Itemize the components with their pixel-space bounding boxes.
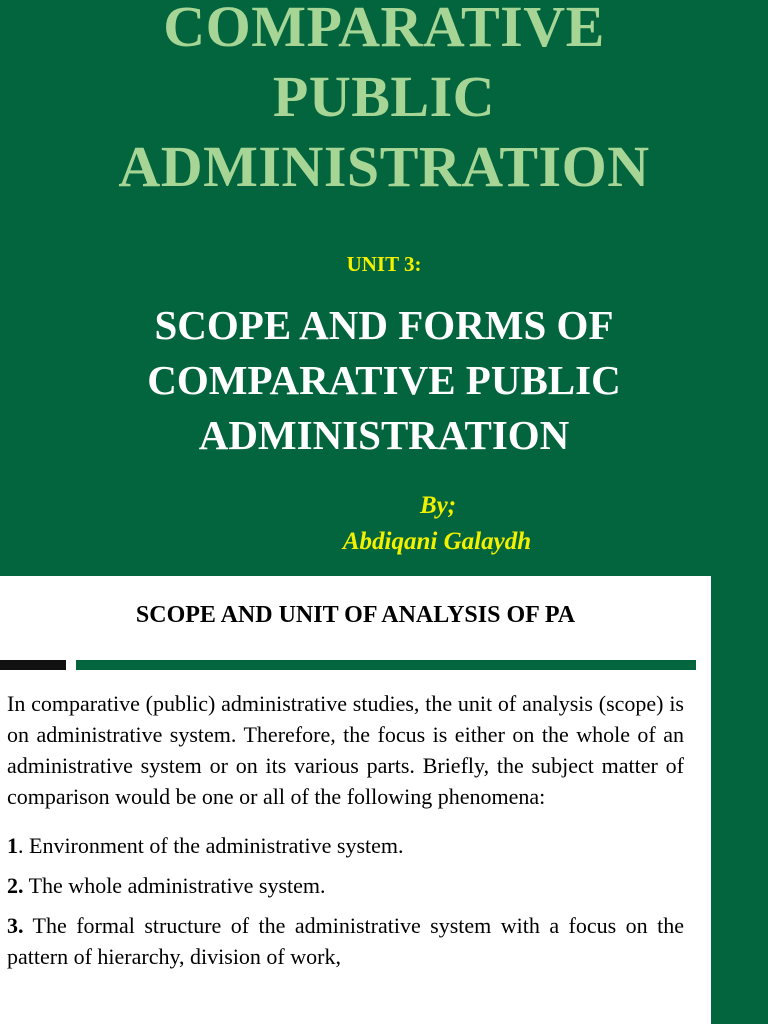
heading-rule-black [0, 660, 66, 670]
author-name: Abdiqani Galaydh [342, 528, 532, 555]
right-decorative-band [711, 576, 768, 1024]
main-title-line-2: PUBLIC [272, 64, 496, 129]
content-body [7, 688, 684, 981]
list-item-text: The formal structure of the administrative system with a focus on the pattern of hierarchy, division of work, [7, 913, 684, 969]
list-item-text: The whole administrative system. [23, 873, 326, 898]
main-title [0, 0, 768, 202]
list-item-text: . Environment of the administrative system. [18, 833, 404, 858]
list-item-number: 2. [7, 873, 24, 898]
list-item-number: 1 [7, 833, 18, 858]
list-item [7, 910, 684, 972]
main-title-line-1: COMPARATIVE [163, 0, 605, 59]
main-title-line-3: ADMINISTRATION [118, 134, 650, 199]
unit-label: UNIT 3: [346, 252, 422, 276]
subtitle-line-3: ADMINISTRATION [198, 412, 570, 458]
heading-rule-green [76, 660, 696, 670]
list-item [7, 870, 684, 901]
content-slide [0, 576, 768, 1024]
intro-paragraph: In comparative (public) administrative studies, the unit of analysis (scope) is on administrative system. Therefore, the focus is either on the whole of an administrative system or on its various parts. Briefly, the subject matter of comparison would be one or all of the following phenomena: [7, 691, 684, 809]
list-item [7, 830, 684, 861]
subtitle [0, 298, 768, 463]
content-slide-heading: SCOPE AND UNIT OF ANALYSIS OF PA [135, 602, 576, 628]
by-label: By; [419, 492, 457, 519]
list-item-number: 3. [7, 913, 24, 938]
subtitle-line-2: COMPARATIVE PUBLIC [147, 357, 621, 403]
subtitle-line-1: SCOPE AND FORMS OF [154, 302, 614, 348]
